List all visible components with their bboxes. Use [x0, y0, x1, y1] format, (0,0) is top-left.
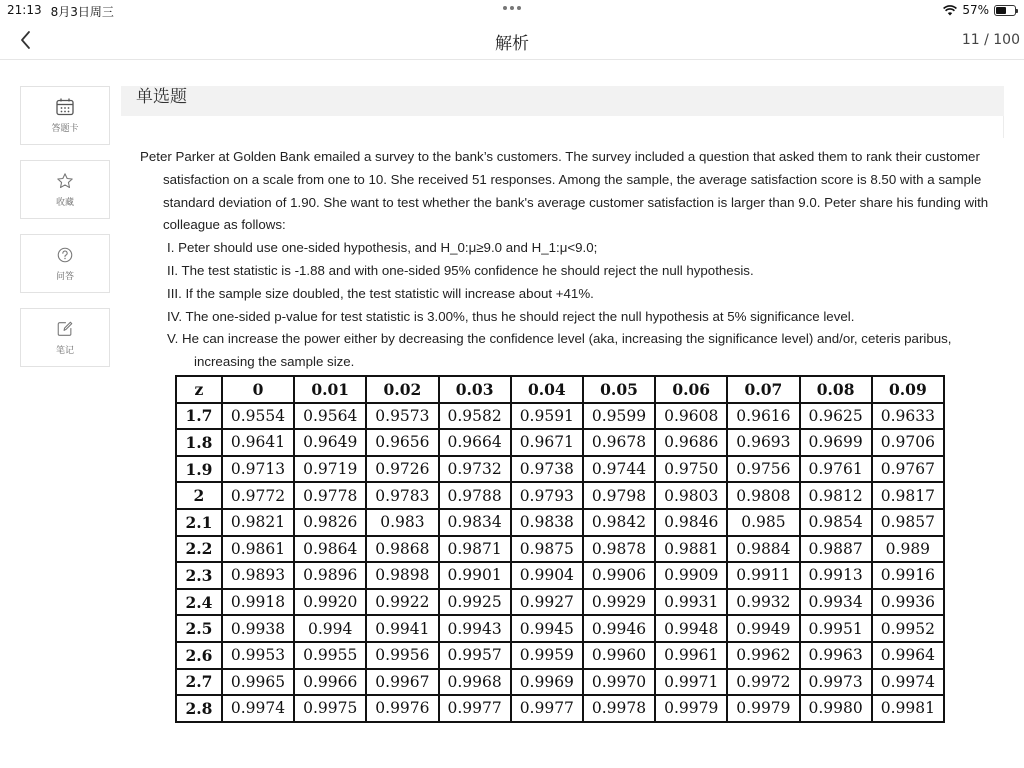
table-cell: 0.9904 [511, 562, 583, 589]
table-cell: 0.9981 [872, 695, 944, 722]
question-circle-icon [55, 245, 75, 265]
table-cell: 0.9803 [655, 482, 727, 509]
statement-1: I. Peter should use one-sided hypothesis, and H_0:μ≥9.0 and H_1:μ<9.0; [167, 240, 598, 256]
z-value-cell: 2.8 [176, 695, 222, 722]
table-cell: 0.983 [366, 509, 438, 536]
z-value-cell: 2.6 [176, 642, 222, 669]
table-cell: 0.9878 [583, 536, 655, 563]
divider [1003, 116, 1004, 138]
table-cell: 0.994 [294, 615, 366, 642]
nav-bar [0, 22, 1024, 60]
table-cell: 0.9922 [366, 589, 438, 616]
statement-5: V. He can increase the power either by decreasing the confidence level (aka, increasing the significance level) and/or, ceteris paribus, increasing the sample size. [167, 331, 952, 370]
table-cell: 0.9649 [294, 429, 366, 456]
status-right [943, 3, 1016, 17]
table-cell: 0.9812 [800, 482, 872, 509]
question-type-label: 单选题 [136, 87, 187, 107]
table-cell: 0.9778 [294, 482, 366, 509]
table-header-cell: 0.01 [294, 376, 366, 403]
table-cell: 0.9920 [294, 589, 366, 616]
sidebar-item-label: 收藏 [55, 198, 74, 208]
calendar-grid-icon [55, 97, 75, 117]
table-cell: 0.9948 [655, 615, 727, 642]
table-cell: 0.9911 [727, 562, 799, 589]
z-value-cell: 2.2 [176, 536, 222, 563]
sidebar-item-label: 答题卡 [51, 124, 79, 134]
z-value-cell: 2.1 [176, 509, 222, 536]
table-header-row [176, 376, 944, 403]
sidebar-item-notes[interactable] [20, 308, 110, 367]
wifi-icon [943, 5, 957, 16]
z-value-cell: 2.7 [176, 669, 222, 696]
table-cell: 0.9744 [583, 456, 655, 483]
z-value-cell: 2 [176, 482, 222, 509]
table-cell: 0.9761 [800, 456, 872, 483]
sidebar-item-qa[interactable] [20, 234, 110, 293]
table-row [176, 403, 944, 430]
table-cell: 0.9793 [511, 482, 583, 509]
table-cell: 0.9955 [294, 642, 366, 669]
table-cell: 0.9972 [727, 669, 799, 696]
table-cell: 0.9693 [727, 429, 799, 456]
table-cell: 0.9966 [294, 669, 366, 696]
table-cell: 0.9974 [222, 695, 294, 722]
table-header-cell: 0 [222, 376, 294, 403]
table-header-cell: z [176, 376, 222, 403]
table-cell: 0.9625 [800, 403, 872, 430]
sidebar-item-label: 问答 [55, 272, 74, 282]
table-cell: 0.9817 [872, 482, 944, 509]
table-cell: 0.9961 [655, 642, 727, 669]
sidebar-item-answer-card[interactable] [20, 86, 110, 145]
table-row [176, 642, 944, 669]
table-cell: 0.9946 [583, 615, 655, 642]
table-cell: 0.9971 [655, 669, 727, 696]
table-cell: 0.9941 [366, 615, 438, 642]
table-cell: 0.9916 [872, 562, 944, 589]
z-value-cell: 2.5 [176, 615, 222, 642]
table-cell: 0.9977 [511, 695, 583, 722]
statement-4: IV. The one-sided p-value for test statistic is 3.00%, thus he should reject the null hypothesis at 5% significance level. [167, 308, 855, 324]
table-cell: 0.9750 [655, 456, 727, 483]
table-cell: 0.9767 [872, 456, 944, 483]
table-cell: 0.9943 [439, 615, 511, 642]
table-cell: 0.9956 [366, 642, 438, 669]
table-header-cell: 0.02 [366, 376, 438, 403]
table-cell: 0.9898 [366, 562, 438, 589]
table-cell: 0.9881 [655, 536, 727, 563]
table-cell: 0.9573 [366, 403, 438, 430]
table-cell: 0.9857 [872, 509, 944, 536]
table-cell: 0.9967 [366, 669, 438, 696]
table-cell: 0.9738 [511, 456, 583, 483]
table-cell: 0.9893 [222, 562, 294, 589]
page-title: 解析 [495, 34, 529, 54]
table-header-cell: 0.06 [655, 376, 727, 403]
table-cell: 0.9978 [583, 695, 655, 722]
table-cell: 0.9732 [439, 456, 511, 483]
table-cell: 0.9976 [366, 695, 438, 722]
table-cell: 0.9934 [800, 589, 872, 616]
table-cell: 0.9963 [800, 642, 872, 669]
table-cell: 0.9884 [727, 536, 799, 563]
status-bar [0, 0, 1024, 22]
table-cell: 0.9925 [439, 589, 511, 616]
table-cell: 0.9713 [222, 456, 294, 483]
table-cell: 0.9726 [366, 456, 438, 483]
table-row [176, 669, 944, 696]
z-value-cell: 2.3 [176, 562, 222, 589]
table-cell: 0.989 [872, 536, 944, 563]
table-cell: 0.9949 [727, 615, 799, 642]
table-cell: 0.9582 [439, 403, 511, 430]
statement-3: III. If the sample size doubled, the test statistic will increase about +41%. [167, 285, 594, 301]
z-value-cell: 1.8 [176, 429, 222, 456]
table-cell: 0.9861 [222, 536, 294, 563]
table-row [176, 456, 944, 483]
table-header-cell: 0.08 [800, 376, 872, 403]
table-cell: 0.9896 [294, 562, 366, 589]
table-cell: 0.9957 [439, 642, 511, 669]
table-row [176, 589, 944, 616]
table-header-cell: 0.03 [439, 376, 511, 403]
table-row [176, 695, 944, 722]
table-cell: 0.9938 [222, 615, 294, 642]
edit-note-icon [55, 319, 75, 339]
table-cell: 0.9678 [583, 429, 655, 456]
table-cell: 0.9968 [439, 669, 511, 696]
table-cell: 0.9931 [655, 589, 727, 616]
question-intro: Peter Parker at Golden Bank emailed a survey to the bank’s customers. The survey included a question that asked them to rank their customer satisfaction on a scale from one to 10. She received 51 responses. Among the sample, the average satisfaction score is 8.50 with a sample standard deviation of 1.90. She want to test whether the bank's average customer satisfaction is larger than 9.0. Peter share his funding with colleague as follows: [140, 149, 989, 233]
table-cell: 0.9798 [583, 482, 655, 509]
table-cell: 0.9821 [222, 509, 294, 536]
table-cell: 0.9656 [366, 429, 438, 456]
table-cell: 0.9616 [727, 403, 799, 430]
table-cell: 0.9591 [511, 403, 583, 430]
table-cell: 0.9970 [583, 669, 655, 696]
table-cell: 0.9936 [872, 589, 944, 616]
table-cell: 0.9671 [511, 429, 583, 456]
table-cell: 0.9918 [222, 589, 294, 616]
table-cell: 0.9834 [439, 509, 511, 536]
table-cell: 0.9772 [222, 482, 294, 509]
table-cell: 0.9633 [872, 403, 944, 430]
table-cell: 0.9808 [727, 482, 799, 509]
table-cell: 0.9842 [583, 509, 655, 536]
star-icon [55, 171, 75, 191]
battery-icon [994, 5, 1016, 16]
table-cell: 0.9887 [800, 536, 872, 563]
z-table [175, 375, 945, 723]
table-cell: 0.9953 [222, 642, 294, 669]
table-cell: 0.9788 [439, 482, 511, 509]
table-header-cell: 0.04 [511, 376, 583, 403]
table-cell: 0.9927 [511, 589, 583, 616]
question-counter: 11 / 100 [961, 32, 1020, 48]
z-value-cell: 1.7 [176, 403, 222, 430]
table-cell: 0.9965 [222, 669, 294, 696]
sidebar-item-favorite[interactable] [20, 160, 110, 219]
table-cell: 0.9979 [655, 695, 727, 722]
table-cell: 0.9909 [655, 562, 727, 589]
table-row [176, 615, 944, 642]
table-cell: 0.9973 [800, 669, 872, 696]
table-cell: 0.9706 [872, 429, 944, 456]
table-cell: 0.9599 [583, 403, 655, 430]
sidebar-item-label: 笔记 [55, 346, 74, 356]
table-cell: 0.9686 [655, 429, 727, 456]
table-cell: 0.9641 [222, 429, 294, 456]
table-header-cell: 0.07 [727, 376, 799, 403]
table-row [176, 562, 944, 589]
table-cell: 0.9959 [511, 642, 583, 669]
battery-percent: 57% [962, 3, 989, 17]
table-row [176, 482, 944, 509]
statement-2: II. The test statistic is -1.88 and with one-sided 95% confidence he should reject the null hypothesis. [167, 262, 754, 278]
table-cell: 0.9951 [800, 615, 872, 642]
table-cell: 0.9826 [294, 509, 366, 536]
table-cell: 0.9932 [727, 589, 799, 616]
table-cell: 0.9901 [439, 562, 511, 589]
table-cell: 0.9945 [511, 615, 583, 642]
table-cell: 0.9783 [366, 482, 438, 509]
table-cell: 0.9962 [727, 642, 799, 669]
table-cell: 0.9854 [800, 509, 872, 536]
table-cell: 0.9979 [727, 695, 799, 722]
status-date: 8月3日周三 [50, 5, 114, 19]
table-cell: 0.9864 [294, 536, 366, 563]
table-cell: 0.9699 [800, 429, 872, 456]
table-cell: 0.9969 [511, 669, 583, 696]
table-cell: 0.9564 [294, 403, 366, 430]
table-cell: 0.9975 [294, 695, 366, 722]
multitasking-dots-icon[interactable] [503, 6, 521, 10]
table-cell: 0.9977 [439, 695, 511, 722]
question-body [140, 146, 990, 374]
table-header-cell: 0.09 [872, 376, 944, 403]
table-cell: 0.9868 [366, 536, 438, 563]
table-cell: 0.9871 [439, 536, 511, 563]
status-left [7, 3, 114, 20]
z-value-cell: 2.4 [176, 589, 222, 616]
table-cell: 0.9974 [872, 669, 944, 696]
table-cell: 0.9980 [800, 695, 872, 722]
table-cell: 0.9952 [872, 615, 944, 642]
table-cell: 0.9838 [511, 509, 583, 536]
table-cell: 0.9929 [583, 589, 655, 616]
table-cell: 0.9554 [222, 403, 294, 430]
z-table-image [175, 375, 945, 718]
status-time: 21:13 [7, 3, 42, 17]
battery-level [996, 7, 1006, 14]
table-cell: 0.9719 [294, 456, 366, 483]
table-cell: 0.9964 [872, 642, 944, 669]
table-cell: 0.9756 [727, 456, 799, 483]
z-value-cell: 1.9 [176, 456, 222, 483]
table-cell: 0.9913 [800, 562, 872, 589]
table-cell: 0.985 [727, 509, 799, 536]
question-type-header [121, 86, 1004, 116]
table-cell: 0.9906 [583, 562, 655, 589]
table-row [176, 536, 944, 563]
table-body [176, 403, 944, 722]
table-cell: 0.9664 [439, 429, 511, 456]
table-cell: 0.9608 [655, 403, 727, 430]
table-row [176, 509, 944, 536]
table-cell: 0.9960 [583, 642, 655, 669]
table-header-cell: 0.05 [583, 376, 655, 403]
table-cell: 0.9846 [655, 509, 727, 536]
table-cell: 0.9875 [511, 536, 583, 563]
table-row [176, 429, 944, 456]
